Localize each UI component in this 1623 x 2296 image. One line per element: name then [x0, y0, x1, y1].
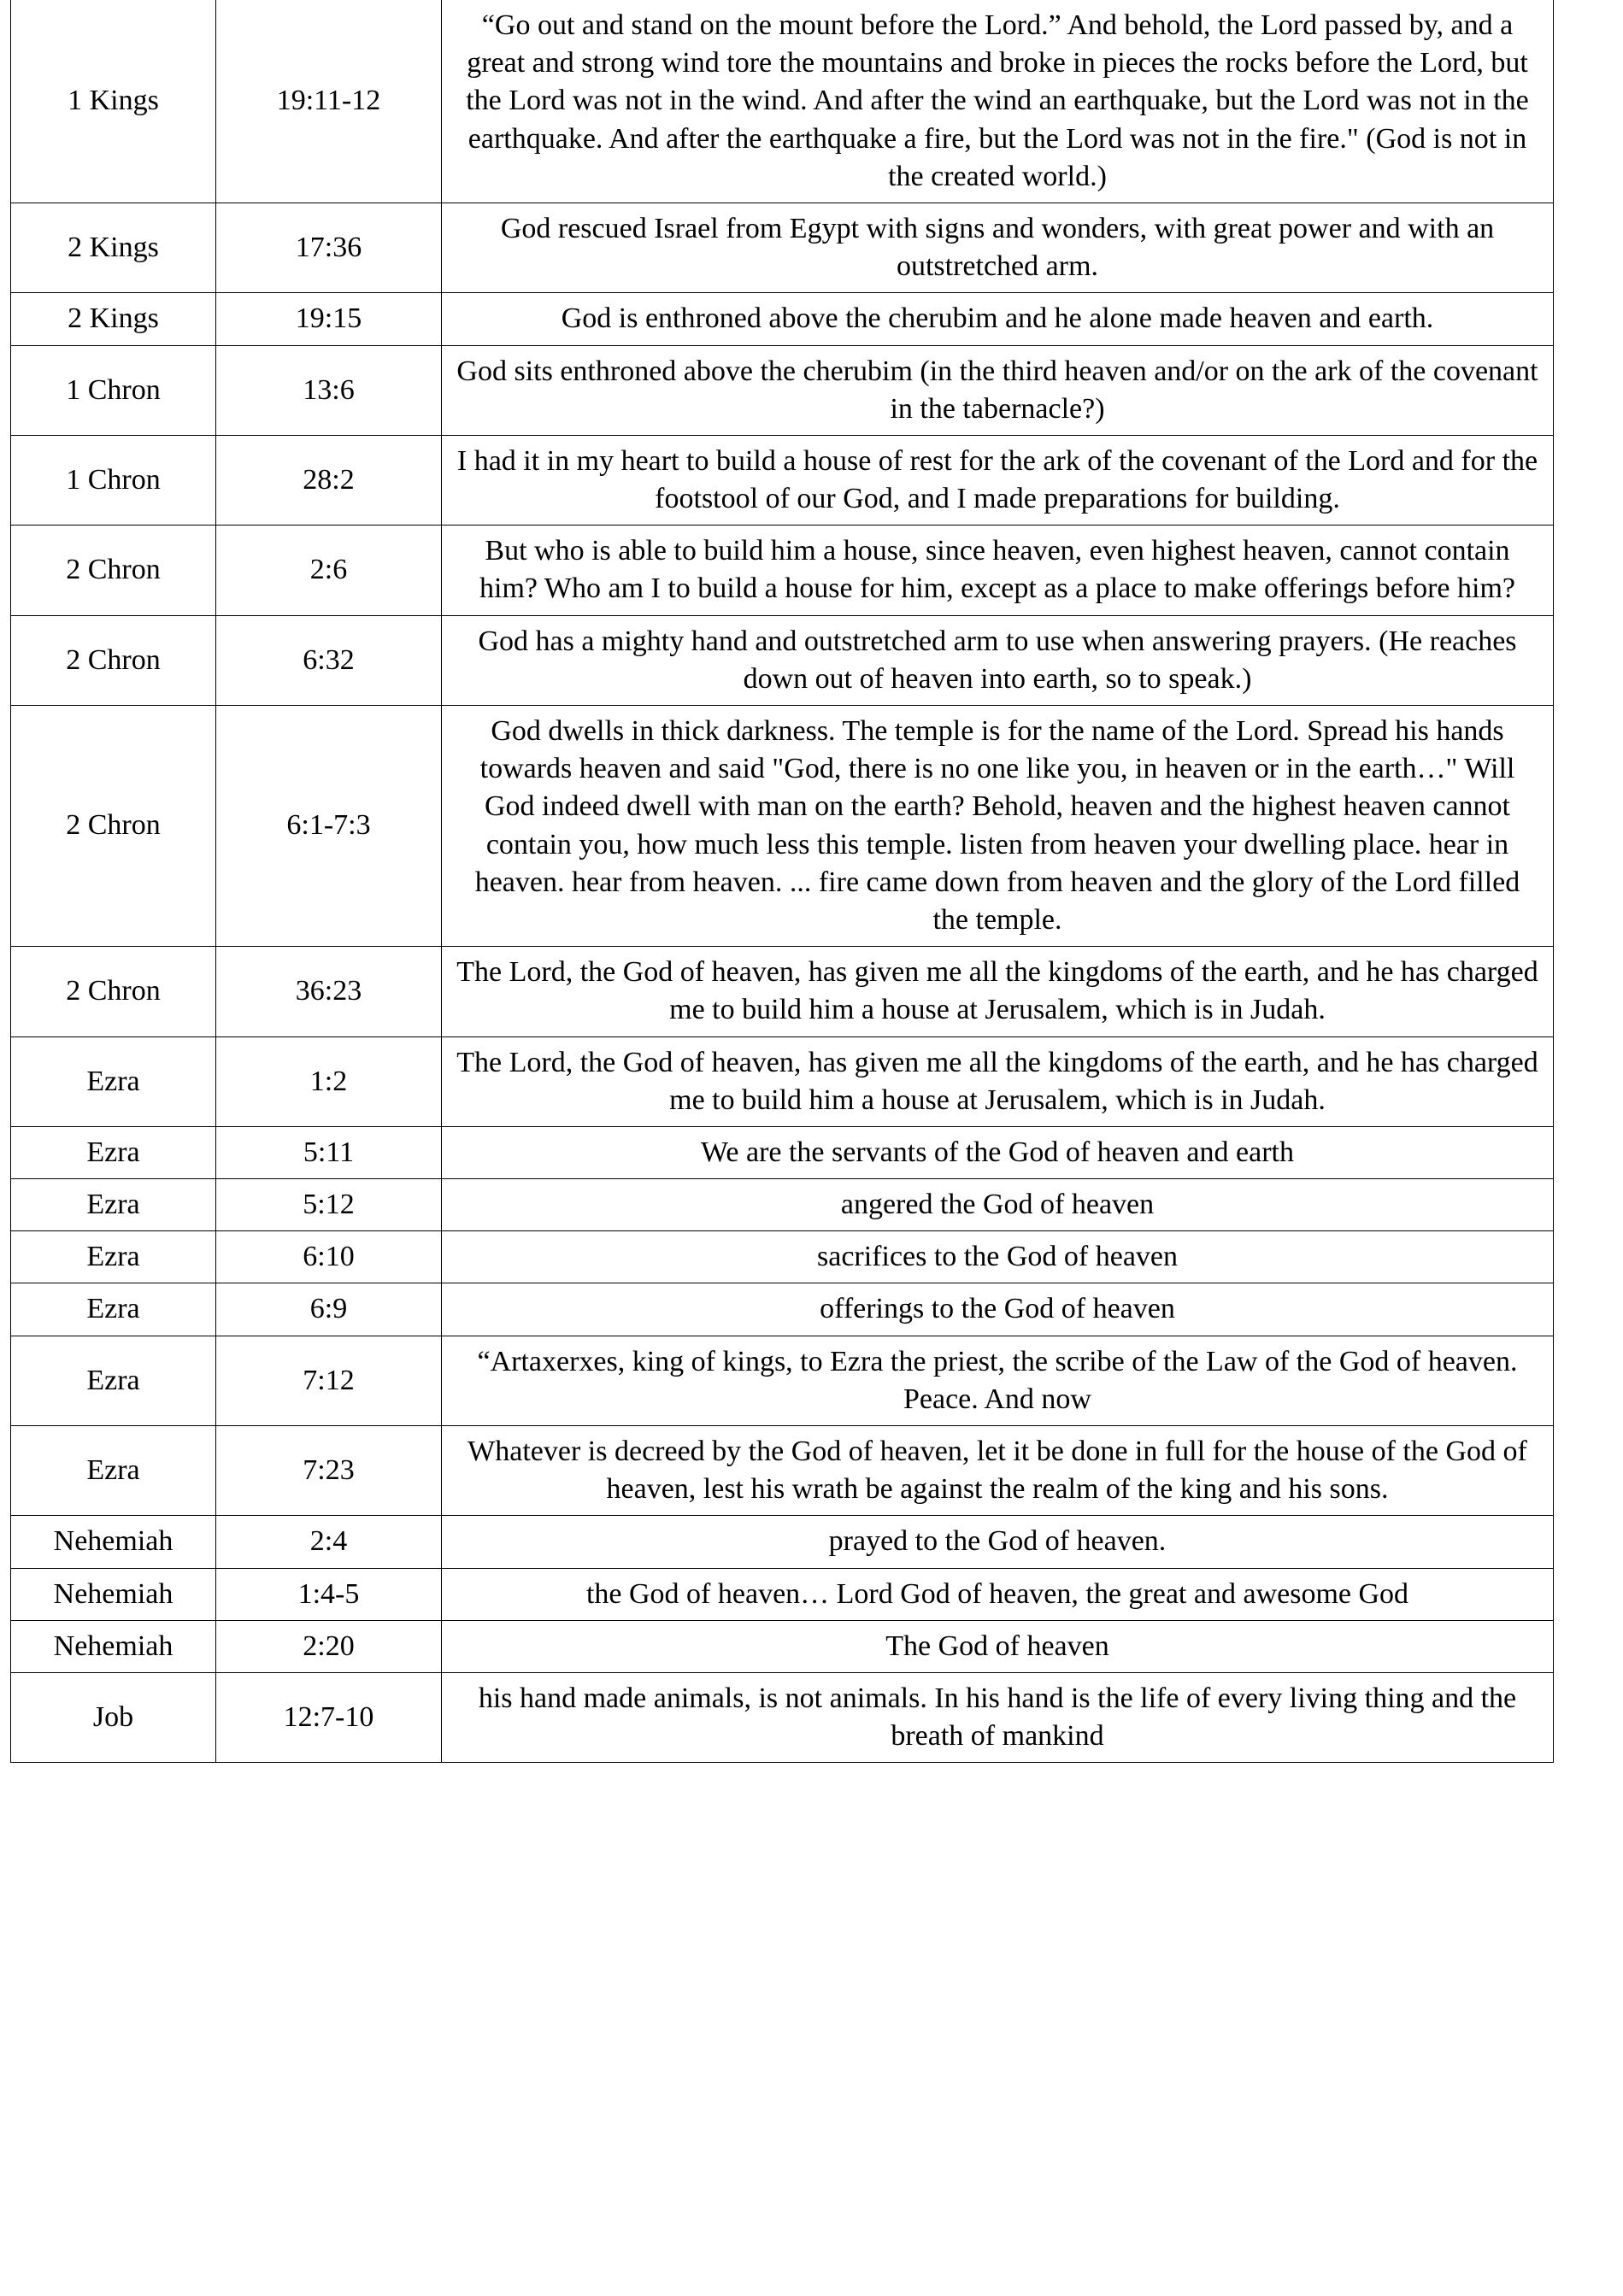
table-row — [11, 293, 1554, 345]
table-row — [11, 203, 1554, 292]
cell-reference: 2:20 — [216, 1620, 442, 1672]
cell-reference: 6:32 — [216, 615, 442, 705]
cell-passage-text: We are the servants of the God of heaven and earth — [442, 1126, 1554, 1178]
table-row — [11, 1672, 1554, 1762]
table-row — [11, 1568, 1554, 1620]
cell-book: Nehemiah — [11, 1568, 216, 1620]
cell-book: Job — [11, 1672, 216, 1762]
cell-reference: 17:36 — [216, 203, 442, 292]
cell-reference: 6:1-7:3 — [216, 706, 442, 947]
table-row — [11, 615, 1554, 705]
cell-passage-text: the God of heaven… Lord God of heaven, the great and awesome God — [442, 1568, 1554, 1620]
cell-passage-text: his hand made animals, is not animals. In his hand is the life of every living thing and the breath of mankind — [442, 1672, 1554, 1762]
table-row — [11, 1516, 1554, 1568]
cell-book: 2 Chron — [11, 526, 216, 615]
cell-book: Ezra — [11, 1426, 216, 1516]
cell-passage-text: God has a mighty hand and outstretched arm to use when answering prayers. (He reaches down out of heaven into earth, so to speak.) — [442, 615, 1554, 705]
cell-book: 2 Kings — [11, 293, 216, 345]
cell-book: 2 Kings — [11, 203, 216, 292]
cell-book: Ezra — [11, 1336, 216, 1425]
table-row — [11, 1036, 1554, 1126]
table-row — [11, 526, 1554, 615]
cell-reference: 12:7-10 — [216, 1672, 442, 1762]
cell-book: Nehemiah — [11, 1620, 216, 1672]
cell-passage-text: The Lord, the God of heaven, has given me all the kingdoms of the earth, and he has charged me to build him a house at Jerusalem, which is in Judah. — [442, 1036, 1554, 1126]
cell-passage-text: God is enthroned above the cherubim and he alone made heaven and earth. — [442, 293, 1554, 345]
cell-reference: 2:6 — [216, 526, 442, 615]
cell-reference: 5:12 — [216, 1179, 442, 1231]
cell-book: 1 Kings — [11, 0, 216, 203]
cell-book: Ezra — [11, 1179, 216, 1231]
cell-passage-text: God sits enthroned above the cherubim (in the third heaven and/or on the ark of the covenant in the tabernacle?) — [442, 345, 1554, 435]
cell-reference: 1:4-5 — [216, 1568, 442, 1620]
table-row — [11, 1283, 1554, 1336]
cell-reference: 5:11 — [216, 1126, 442, 1178]
cell-reference: 6:9 — [216, 1283, 442, 1336]
cell-reference: 2:4 — [216, 1516, 442, 1568]
cell-book: Ezra — [11, 1283, 216, 1336]
table-row — [11, 435, 1554, 525]
cell-passage-text: But who is able to build him a house, since heaven, even highest heaven, cannot contain him? Who am I to build a house for him, except as a place to make offerings before him? — [442, 526, 1554, 615]
cell-reference: 28:2 — [216, 435, 442, 525]
cell-book: Nehemiah — [11, 1516, 216, 1568]
cell-reference: 13:6 — [216, 345, 442, 435]
table-row — [11, 345, 1554, 435]
cell-passage-text: The Lord, the God of heaven, has given me all the kingdoms of the earth, and he has charged me to build him a house at Jerusalem, which is in Judah. — [442, 947, 1554, 1036]
cell-reference: 19:15 — [216, 293, 442, 345]
cell-passage-text: God rescued Israel from Egypt with signs and wonders, with great power and with an outstretched arm. — [442, 203, 1554, 292]
cell-passage-text: Whatever is decreed by the God of heaven, let it be done in full for the house of the God of heaven, lest his wrath be against the realm of the king and his sons. — [442, 1426, 1554, 1516]
cell-passage-text: angered the God of heaven — [442, 1179, 1554, 1231]
cell-passage-text: God dwells in thick darkness. The temple is for the name of the Lord. Spread his hands towards heaven and said "God, there is no one like you, in heaven or in the earth…" Will God indeed dwell with man on the earth? Behold, heaven and the highest heaven cannot contain you, how much less this temple. listen from heaven your dwelling place. hear in heaven. hear from heaven. ... fire came down from heaven and the glory of the Lord filled the temple. — [442, 706, 1554, 947]
cell-reference: 7:12 — [216, 1336, 442, 1425]
scripture-reference-table — [10, 0, 1554, 1763]
cell-book: Ezra — [11, 1126, 216, 1178]
cell-passage-text: I had it in my heart to build a house of rest for the ark of the covenant of the Lord and for the footstool of our God, and I made preparations for building. — [442, 435, 1554, 525]
table-body — [11, 0, 1554, 1763]
table-row — [11, 1231, 1554, 1283]
cell-passage-text: “Go out and stand on the mount before the Lord.” And behold, the Lord passed by, and a great and strong wind tore the mountains and broke in pieces the rocks before the Lord, but the Lord was not in the wind. And after the wind an earthquake, but the Lord was not in the earthquake. And after the earthquake a fire, but the Lord was not in the fire." (God is not in the created world.) — [442, 0, 1554, 203]
cell-passage-text: The God of heaven — [442, 1620, 1554, 1672]
table-row — [11, 1179, 1554, 1231]
table-row — [11, 0, 1554, 203]
cell-passage-text: prayed to the God of heaven. — [442, 1516, 1554, 1568]
cell-reference: 19:11-12 — [216, 0, 442, 203]
table-row — [11, 706, 1554, 947]
table-row — [11, 1426, 1554, 1516]
cell-book: 2 Chron — [11, 706, 216, 947]
cell-reference: 36:23 — [216, 947, 442, 1036]
cell-book: 2 Chron — [11, 615, 216, 705]
table-row — [11, 947, 1554, 1036]
cell-passage-text: offerings to the God of heaven — [442, 1283, 1554, 1336]
table-row — [11, 1620, 1554, 1672]
cell-book: 1 Chron — [11, 435, 216, 525]
cell-book: 2 Chron — [11, 947, 216, 1036]
cell-reference: 1:2 — [216, 1036, 442, 1126]
cell-passage-text: sacrifices to the God of heaven — [442, 1231, 1554, 1283]
table-row — [11, 1336, 1554, 1425]
table-row — [11, 1126, 1554, 1178]
cell-reference: 7:23 — [216, 1426, 442, 1516]
cell-reference: 6:10 — [216, 1231, 442, 1283]
cell-book: Ezra — [11, 1231, 216, 1283]
cell-passage-text: “Artaxerxes, king of kings, to Ezra the priest, the scribe of the Law of the God of heaven. Peace. And now — [442, 1336, 1554, 1425]
cell-book: 1 Chron — [11, 345, 216, 435]
cell-book: Ezra — [11, 1036, 216, 1126]
